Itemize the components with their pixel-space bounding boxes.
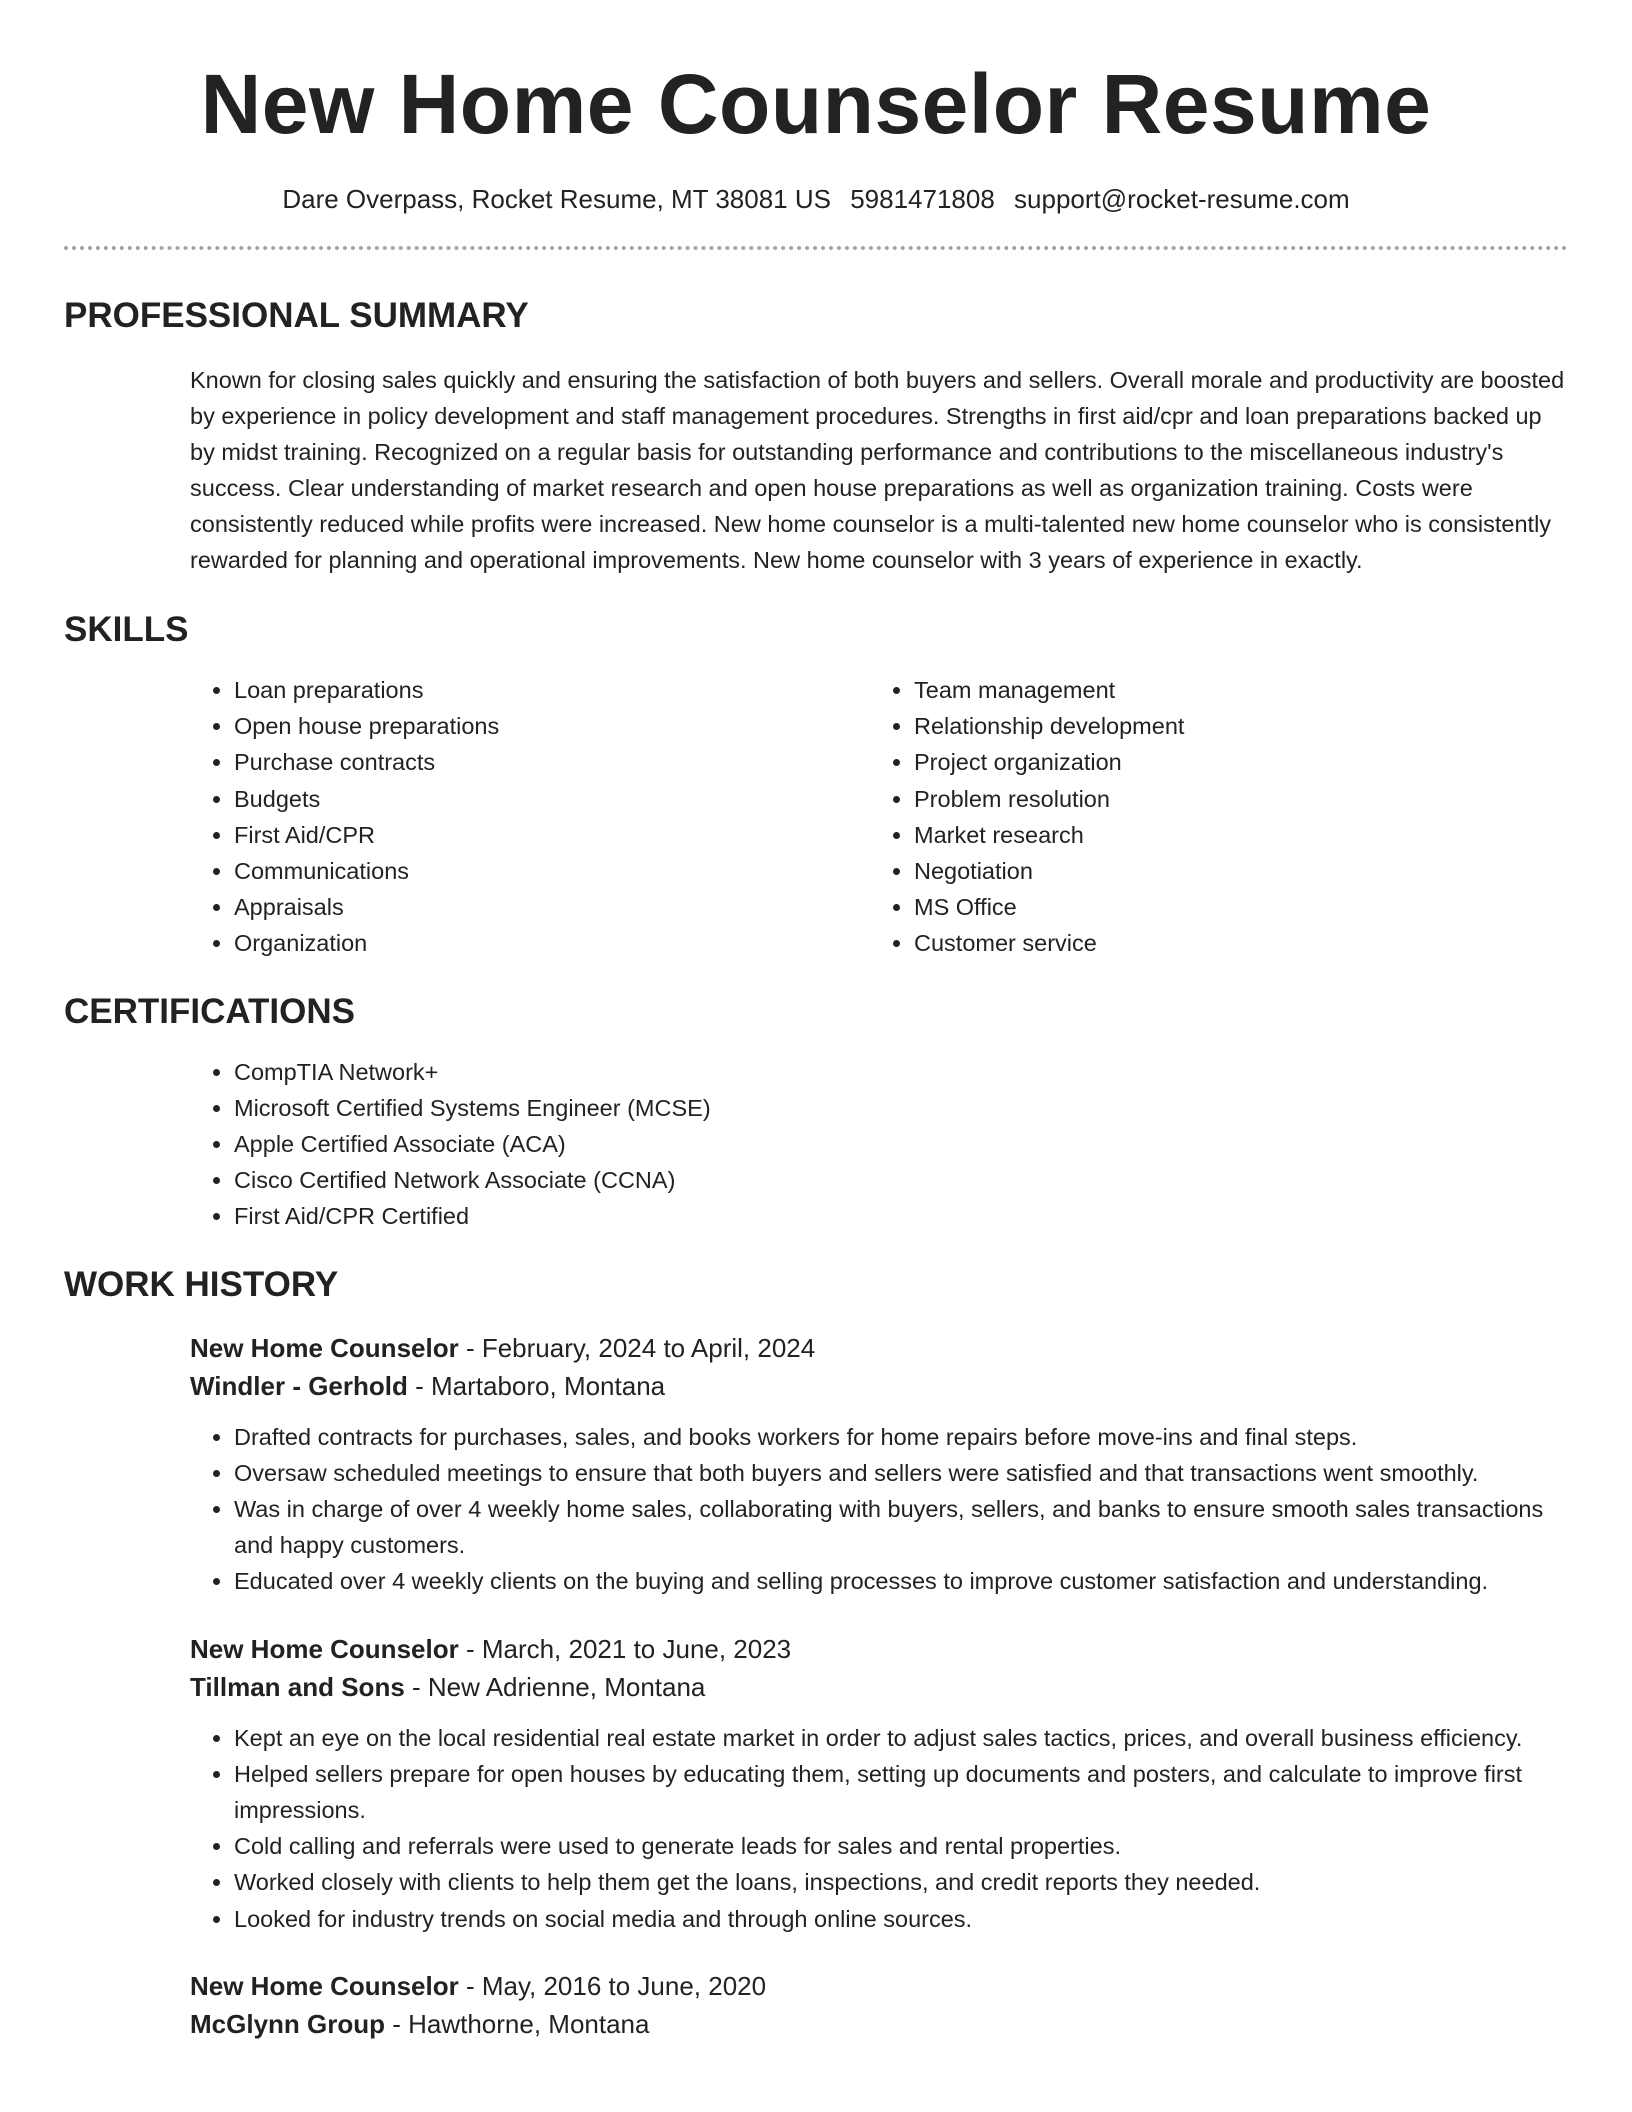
skill-item: • First Aid/CPR [234, 817, 870, 853]
contact-email[interactable]: support@rocket-resume.com [1014, 184, 1350, 214]
job-bullet: • Helped sellers prepare for open houses by educating them, setting up documents and posters, and calculate to improve first impressions. [234, 1756, 1568, 1828]
job-company: McGlynn Group [190, 2008, 385, 2039]
summary-text: Known for closing sales quickly and ensuring the satisfaction of both buyers and sellers. Overall morale and productivity are boosted by experience in policy development and staff management procedures. Strengths in first aid/cpr and loan preparations backed up by midst training. Recognized on a regular basis for outstanding performance and contributions to the miscellaneous industry's success. Clear understanding of market research and open house preparations as well as organization training. Costs were consistently reduced while profits were increased. New home counselor is a multi-talented new home counselor who is consistently rewarded for planning and operational improvements. New home counselor with 3 years of experience in exactly. [190, 367, 1565, 573]
job-company: Tillman and Sons [190, 1671, 405, 1702]
skill-item: • MS Office [914, 889, 1550, 925]
certification-item: • First Aid/CPR Certified [234, 1198, 1568, 1234]
job-title-line [190, 1630, 1568, 1668]
certifications-list [190, 1054, 1568, 1235]
skill-item: • Negotiation [914, 853, 1550, 889]
skill-item: • Customer service [914, 925, 1550, 961]
certifications-heading: CERTIFICATIONS [64, 991, 356, 1031]
contact-phone: 5981471808 [850, 184, 995, 214]
job-entry [190, 1967, 1568, 2043]
skills-column-right [870, 672, 1550, 962]
job-location: - New Adrienne, Montana [404, 1671, 706, 1702]
job-bullet: • Educated over 4 weekly clients on the buying and selling processes to improve customer satisfaction and understanding. [234, 1563, 1568, 1599]
job-role: New Home Counselor [190, 1633, 459, 1664]
work-history-section [64, 1263, 1568, 2043]
job-company: Windler - Gerhold [190, 1370, 408, 1401]
job-role: New Home Counselor [190, 1970, 459, 2001]
skill-item: • Relationship development [914, 708, 1550, 744]
skill-item: • Problem resolution [914, 781, 1550, 817]
skill-item: • Team management [914, 672, 1550, 708]
certification-item: • Apple Certified Associate (ACA) [234, 1126, 1568, 1162]
job-bullets [190, 1720, 1568, 1937]
certification-item: • CompTIA Network+ [234, 1054, 1568, 1090]
summary-section [64, 294, 1568, 578]
resume-page [64, 0, 1568, 2112]
job-location: - Hawthorne, Montana [385, 2008, 650, 2039]
skill-item: • Appraisals [234, 889, 870, 925]
summary-heading: PROFESSIONAL SUMMARY [64, 296, 529, 335]
job-bullet: • Oversaw scheduled meetings to ensure that both buyers and sellers were satisfied and that transactions went smoothly. [234, 1455, 1568, 1491]
header-divider [64, 246, 1568, 250]
job-entry [190, 1329, 1568, 1600]
resume-title: New Home Counselor Resume [200, 57, 1432, 151]
skills-heading: SKILLS [64, 610, 189, 649]
skills-column-left [190, 672, 870, 962]
skill-item: • Market research [914, 817, 1550, 853]
job-entry [190, 1630, 1568, 1937]
skill-item: • Open house preparations [234, 708, 870, 744]
job-bullets [190, 1419, 1568, 1600]
job-bullet: • Worked closely with clients to help them get the loans, inspections, and credit reports they needed. [234, 1864, 1568, 1900]
skill-item: • Purchase contracts [234, 744, 870, 780]
job-dates: - February, 2024 to April, 2024 [458, 1332, 816, 1363]
job-bullet: • Cold calling and referrals were used to generate leads for sales and rental properties. [234, 1828, 1568, 1864]
job-role: New Home Counselor [190, 1332, 459, 1363]
job-title-line [190, 1329, 1568, 1367]
job-company-line [190, 1668, 1568, 1706]
contact-info [64, 182, 1568, 216]
skill-item: • Project organization [914, 744, 1550, 780]
skill-item: • Organization [234, 925, 870, 961]
contact-address: Dare Overpass, Rocket Resume, MT 38081 US [282, 184, 831, 214]
job-company-line [190, 1367, 1568, 1405]
skill-item: • Budgets [234, 781, 870, 817]
job-dates: - May, 2016 to June, 2020 [458, 1970, 767, 2001]
certifications-section [64, 990, 1568, 1235]
skill-item: • Loan preparations [234, 672, 870, 708]
job-bullet: • Drafted contracts for purchases, sales, and books workers for home repairs before move-ins and final steps. [234, 1419, 1568, 1455]
skill-item: • Communications [234, 853, 870, 889]
certification-item: • Cisco Certified Network Associate (CCNA) [234, 1162, 1568, 1198]
job-company-line [190, 2005, 1568, 2043]
job-dates: - March, 2021 to June, 2023 [458, 1633, 792, 1664]
skills-grid [190, 672, 1568, 962]
job-bullet: • Kept an eye on the local residential real estate market in order to adjust sales tactics, prices, and overall business efficiency. [234, 1720, 1568, 1756]
job-bullet: • Looked for industry trends on social media and through online sources. [234, 1901, 1568, 1937]
job-location: - Martaboro, Montana [407, 1370, 666, 1401]
work-history-heading: WORK HISTORY [64, 1264, 339, 1304]
job-title-line [190, 1967, 1568, 2005]
certification-item: • Microsoft Certified Systems Engineer (MCSE) [234, 1090, 1568, 1126]
job-bullet: • Was in charge of over 4 weekly home sales, collaborating with buyers, sellers, and banks to ensure smooth sales transactions and happy customers. [234, 1491, 1568, 1563]
skills-section [64, 608, 1568, 962]
